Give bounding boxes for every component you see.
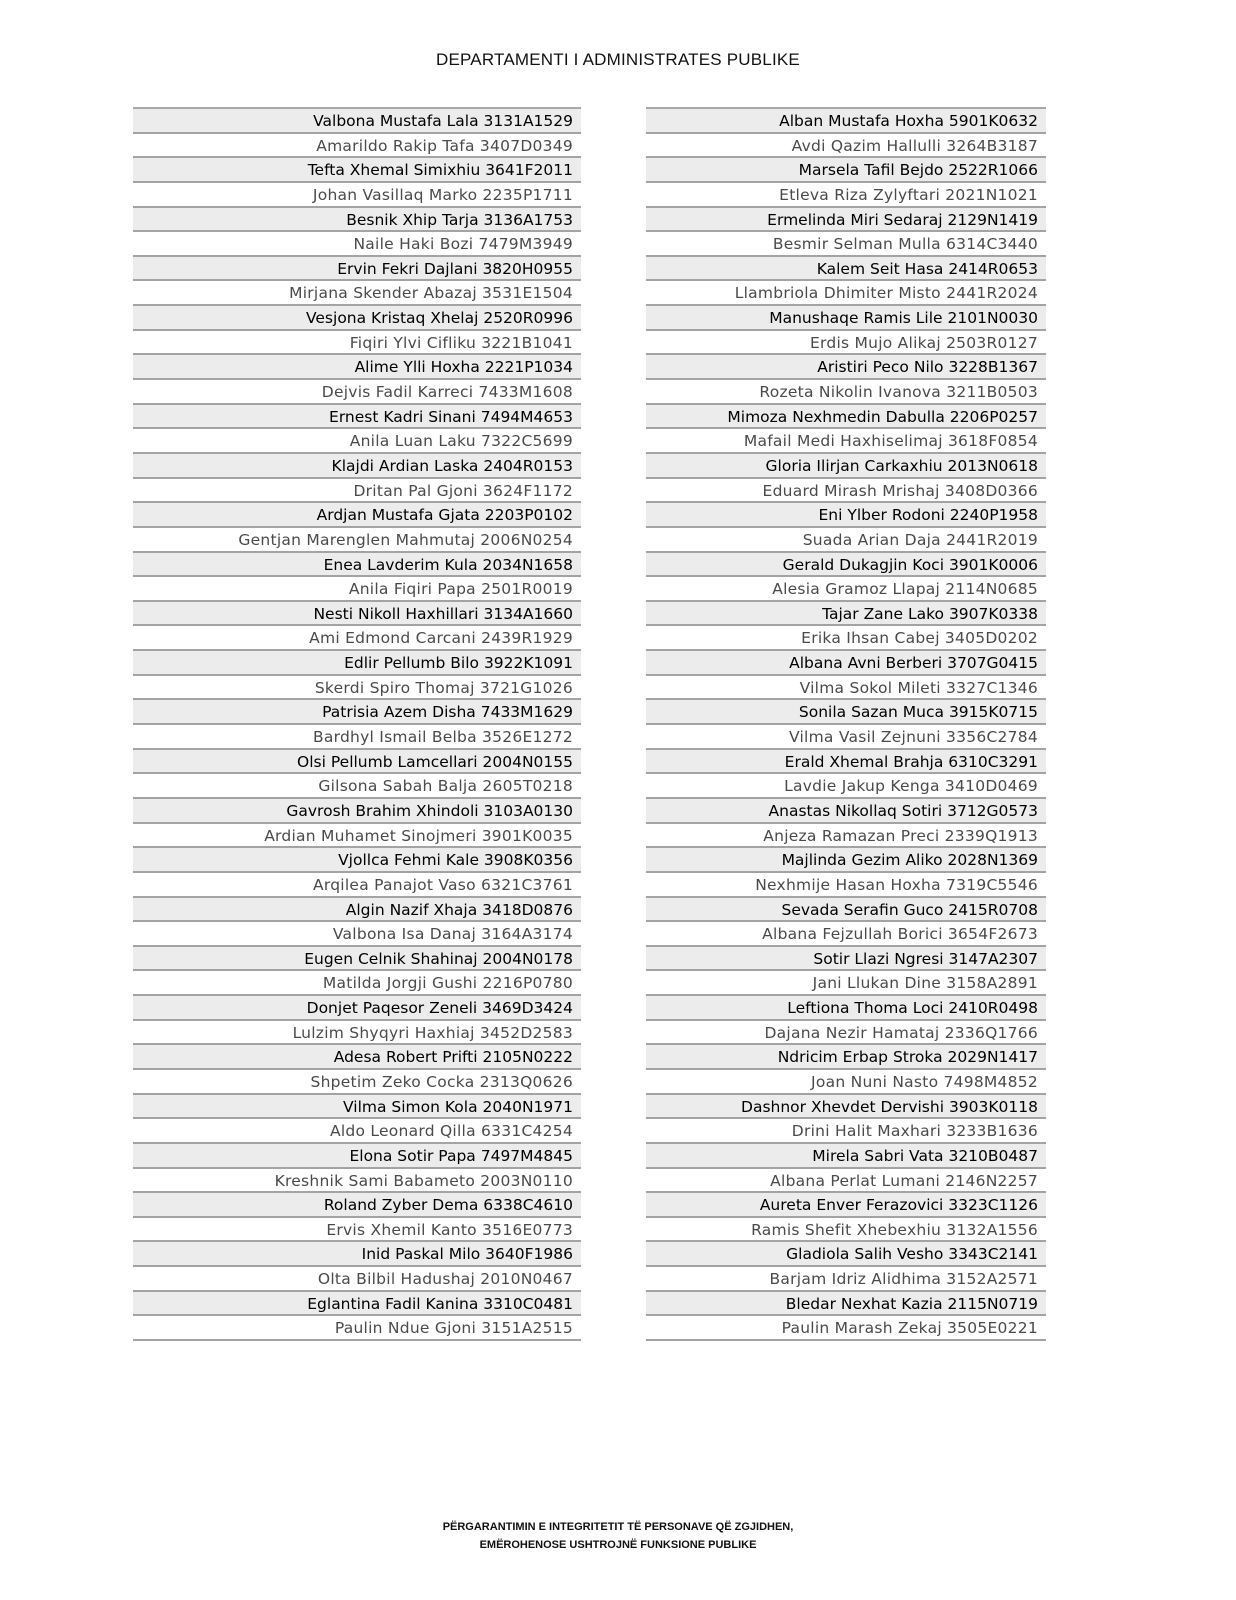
list-item: Enea Lavderim Kula 2034N1658 [133,553,581,578]
list-item: Dritan Pal Gjoni 3624F1172 [133,479,581,504]
list-item: Llambriola Dhimiter Misto 2441R2024 [646,281,1046,306]
list-item: Ervin Fekri Dajlani 3820H0955 [133,257,581,282]
list-item: Erika Ihsan Cabej 3405D0202 [646,626,1046,651]
list-item: Eni Ylber Rodoni 2240P1958 [646,503,1046,528]
list-item: Sevada Serafin Guco 2415R0708 [646,898,1046,923]
list-item: Valbona Mustafa Lala 3131A1529 [133,109,581,134]
list-item: Etleva Riza Zylyftari 2021N1021 [646,183,1046,208]
list-item: Eduard Mirash Mrishaj 3408D0366 [646,479,1046,504]
list-item: Lulzim Shyqyri Haxhiaj 3452D2583 [133,1021,581,1046]
list-item: Fiqiri Ylvi Cifliku 3221B1041 [133,331,581,356]
footer-line-2: EMËROHENOSE USHTROJNË FUNKSIONE PUBLIKE [479,1539,757,1551]
list-item: Valbona Isa Danaj 3164A3174 [133,922,581,947]
list-item: Naile Haki Bozi 7479M3949 [133,232,581,257]
list-item: Rozeta Nikolin Ivanova 3211B0503 [646,380,1046,405]
list-item: Manushaqe Ramis Lile 2101N0030 [646,306,1046,331]
list-item: Aristiri Peco Nilo 3228B1367 [646,355,1046,380]
list-item: Gloria Ilirjan Carkaxhiu 2013N0618 [646,454,1046,479]
list-item: Anila Fiqiri Papa 2501R0019 [133,577,581,602]
list-item: Olsi Pellumb Lamcellari 2004N0155 [133,750,581,775]
list-item: Ardjan Mustafa Gjata 2203P0102 [133,503,581,528]
list-item: Kreshnik Sami Babameto 2003N0110 [133,1169,581,1194]
page-title: DEPARTAMENTI I ADMINISTRATES PUBLIKE [436,50,800,69]
list-item: Sonila Sazan Muca 3915K0715 [646,700,1046,725]
list-item: Mirela Sabri Vata 3210B0487 [646,1144,1046,1169]
list-item: Mafail Medi Haxhiselimaj 3618F0854 [646,429,1046,454]
list-item: Mimoza Nexhmedin Dabulla 2206P0257 [646,405,1046,430]
list-item: Matilda Jorgji Gushi 2216P0780 [133,971,581,996]
list-item: Ermelinda Miri Sedaraj 2129N1419 [646,208,1046,233]
list-item: Ervis Xhemil Kanto 3516E0773 [133,1218,581,1243]
list-item: Johan Vasillaq Marko 2235P1711 [133,183,581,208]
list-item: Avdi Qazim Hallulli 3264B3187 [646,134,1046,159]
list-item: Kalem Seit Hasa 2414R0653 [646,257,1046,282]
list-item: Erdis Mujo Alikaj 2503R0127 [646,331,1046,356]
left-name-list [133,107,581,1341]
list-item: Sotir Llazi Ngresi 3147A2307 [646,947,1046,972]
list-item: Majlinda Gezim Aliko 2028N1369 [646,848,1046,873]
list-item: Arqilea Panajot Vaso 6321C3761 [133,873,581,898]
list-item: Dashnor Xhevdet Dervishi 3903K0118 [646,1095,1046,1120]
list-item: Skerdi Spiro Thomaj 3721G1026 [133,676,581,701]
list-item: Paulin Marash Zekaj 3505E0221 [646,1316,1046,1341]
list-item: Alban Mustafa Hoxha 5901K0632 [646,109,1046,134]
list-item: Amarildo Rakip Tafa 3407D0349 [133,134,581,159]
list-item: Tefta Xhemal Simixhiu 3641F2011 [133,158,581,183]
list-item: Erald Xhemal Brahja 6310C3291 [646,750,1046,775]
list-item: Vjollca Fehmi Kale 3908K0356 [133,848,581,873]
list-item: Patrisia Azem Disha 7433M1629 [133,700,581,725]
list-item: Elona Sotir Papa 7497M4845 [133,1144,581,1169]
list-item: Albana Fejzullah Borici 3654F2673 [646,922,1046,947]
list-item: Edlir Pellumb Bilo 3922K1091 [133,651,581,676]
list-item: Vilma Vasil Zejnuni 3356C2784 [646,725,1046,750]
list-item: Tajar Zane Lako 3907K0338 [646,602,1046,627]
list-item: Gentjan Marenglen Mahmutaj 2006N0254 [133,528,581,553]
list-item: Lavdie Jakup Kenga 3410D0469 [646,774,1046,799]
list-item: Leftiona Thoma Loci 2410R0498 [646,996,1046,1021]
list-item: Dejvis Fadil Karreci 7433M1608 [133,380,581,405]
list-item: Anastas Nikollaq Sotiri 3712G0573 [646,799,1046,824]
list-item: Donjet Paqesor Zeneli 3469D3424 [133,996,581,1021]
list-item: Ramis Shefit Xhebexhiu 3132A1556 [646,1218,1046,1243]
list-item: Alesia Gramoz Llapaj 2114N0685 [646,577,1046,602]
right-name-list [646,107,1046,1341]
list-item: Anjeza Ramazan Preci 2339Q1913 [646,824,1046,849]
list-item: Nexhmije Hasan Hoxha 7319C5546 [646,873,1046,898]
list-item: Mirjana Skender Abazaj 3531E1504 [133,281,581,306]
list-item: Gilsona Sabah Balja 2605T0218 [133,774,581,799]
list-item: Albana Perlat Lumani 2146N2257 [646,1169,1046,1194]
list-item: Dajana Nezir Hamataj 2336Q1766 [646,1021,1046,1046]
list-item: Ndricim Erbap Stroka 2029N1417 [646,1045,1046,1070]
list-item: Gavrosh Brahim Xhindoli 3103A0130 [133,799,581,824]
list-item: Joan Nuni Nasto 7498M4852 [646,1070,1046,1095]
footer [0,1518,1236,1554]
list-item: Eugen Celnik Shahinaj 2004N0178 [133,947,581,972]
list-item: Alime Ylli Hoxha 2221P1034 [133,355,581,380]
list-item: Adesa Robert Prifti 2105N0222 [133,1045,581,1070]
list-item: Olta Bilbil Hadushaj 2010N0467 [133,1267,581,1292]
list-item: Inid Paskal Milo 3640F1986 [133,1242,581,1267]
list-item: Aureta Enver Ferazovici 3323C1126 [646,1193,1046,1218]
list-item: Ami Edmond Carcani 2439R1929 [133,626,581,651]
list-item: Marsela Tafil Bejdo 2522R1066 [646,158,1046,183]
list-item: Aldo Leonard Qilla 6331C4254 [133,1119,581,1144]
list-item: Bledar Nexhat Kazia 2115N0719 [646,1292,1046,1317]
list-item: Algin Nazif Xhaja 3418D0876 [133,898,581,923]
footer-line-1: PËRGARANTIMIN E INTEGRITETIT TË PERSONAVE QË ZGJIDHEN, [442,1521,794,1533]
list-item: Bardhyl Ismail Belba 3526E1272 [133,725,581,750]
list-item: Anila Luan Laku 7322C5699 [133,429,581,454]
list-item: Suada Arian Daja 2441R2019 [646,528,1046,553]
list-item: Vilma Simon Kola 2040N1971 [133,1095,581,1120]
list-item: Ardian Muhamet Sinojmeri 3901K0035 [133,824,581,849]
list-item: Paulin Ndue Gjoni 3151A2515 [133,1316,581,1341]
list-item: Ernest Kadri Sinani 7494M4653 [133,405,581,430]
list-item: Vesjona Kristaq Xhelaj 2520R0996 [133,306,581,331]
list-item: Shpetim Zeko Cocka 2313Q0626 [133,1070,581,1095]
list-item: Jani Llukan Dine 3158A2891 [646,971,1046,996]
list-item: Gladiola Salih Vesho 3343C2141 [646,1242,1046,1267]
list-item: Roland Zyber Dema 6338C4610 [133,1193,581,1218]
list-item: Eglantina Fadil Kanina 3310C0481 [133,1292,581,1317]
list-item: Gerald Dukagjin Koci 3901K0006 [646,553,1046,578]
list-item: Albana Avni Berberi 3707G0415 [646,651,1046,676]
list-item: Klajdi Ardian Laska 2404R0153 [133,454,581,479]
list-item: Drini Halit Maxhari 3233B1636 [646,1119,1046,1144]
list-item: Nesti Nikoll Haxhillari 3134A1660 [133,602,581,627]
list-item: Barjam Idriz Alidhima 3152A2571 [646,1267,1046,1292]
list-item: Vilma Sokol Mileti 3327C1346 [646,676,1046,701]
list-item: Besnik Xhip Tarja 3136A1753 [133,208,581,233]
list-item: Besmir Selman Mulla 6314C3440 [646,232,1046,257]
